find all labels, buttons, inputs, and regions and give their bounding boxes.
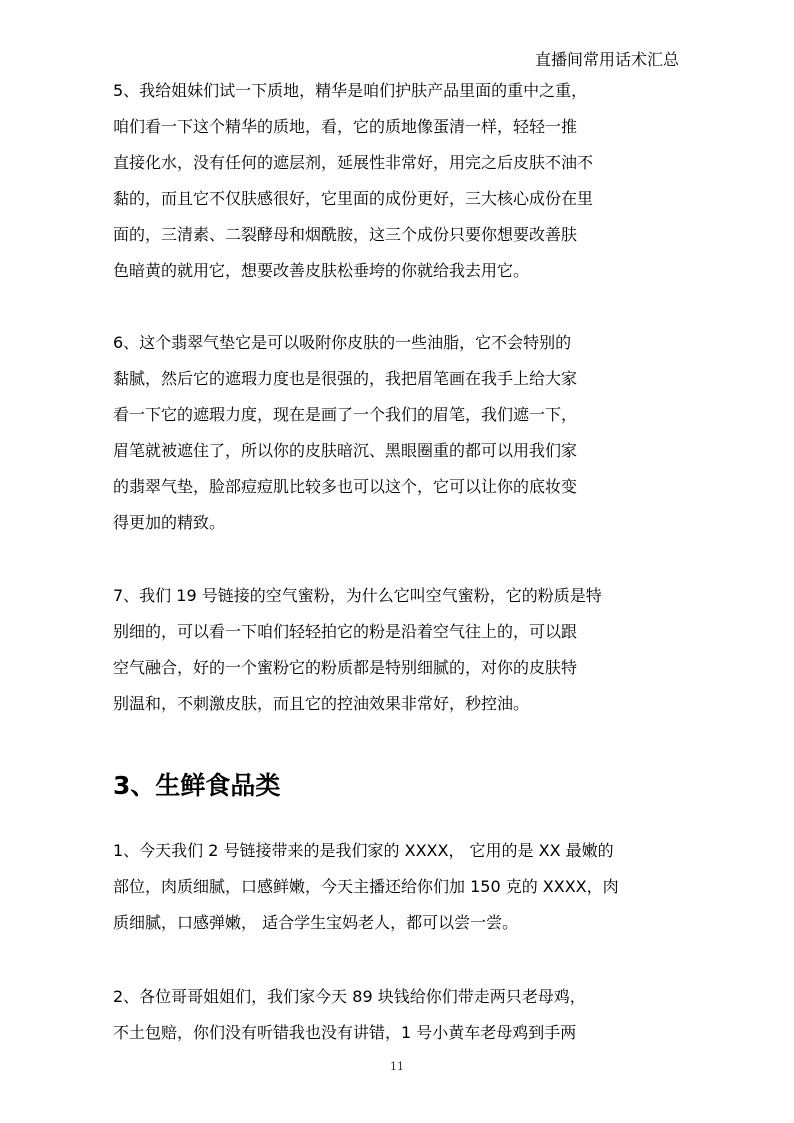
text-line: 黏腻，然后它的遮瑕力度也是很强的，我把眉笔画在我手上给大家	[113, 369, 578, 388]
document-header-title: 直播间常用话术汇总	[534, 50, 679, 69]
text-line: 得更加的精致。	[113, 513, 226, 532]
text-line: 部位，肉质细腻，口感鲜嫩，今天主播还给你们加 150 克的 XXXX，肉	[113, 877, 619, 896]
text-line: 黏的，而且它不仅肤感很好，它里面的成份更好，三大核心成份在里	[113, 189, 594, 208]
text-line: 不土包赔，你们没有听错我也没有讲错，1 号小黄车老母鸡到手两	[113, 1023, 577, 1042]
text-line: 眉笔就被遮住了，所以你的皮肤暗沉、黑眼圈重的都可以用我们家	[113, 441, 578, 460]
paragraph-fresh-item-2	[113, 979, 693, 1051]
text-line: 看一下它的遮瑕力度，现在是画了一个我们的眉笔，我们遮一下，	[113, 405, 578, 424]
text-line: 6、这个翡翠气垫它是可以吸附你皮肤的一些油脂，它不会特别的	[113, 333, 572, 352]
text-line: 2、各位哥哥姐姐们，我们家今天 89 块钱给你们带走两只老母鸡，	[113, 987, 586, 1006]
paragraph-item-6-cushion	[113, 325, 693, 541]
page-number: 11	[390, 1060, 404, 1073]
text-line: 5、我给姐妹们试一下质地，精华是咱们护肤产品里面的重中之重，	[113, 81, 588, 100]
text-line: 别温和，不刺激皮肤，而且它的控油效果非常好，秒控油。	[113, 694, 530, 713]
text-line: 色暗黄的就用它，想要改善皮肤松垂垮的你就给我去用它。	[113, 261, 530, 280]
text-line: 面的，三清素、二裂酵母和烟酰胺，这三个成份只要你想要改善肤	[113, 225, 578, 244]
text-line: 7、我们 19 号链接的空气蜜粉，为什么它叫空气蜜粉，它的粉质是特	[113, 586, 602, 605]
section-heading: 3、生鲜食品类	[113, 771, 281, 800]
text-line: 空气融合，好的一个蜜粉它的粉质都是特别细腻的，对你的皮肤特	[113, 658, 578, 677]
text-line: 1、今天我们 2 号链接带来的是我们家的 XXXX， 它用的是 XX 最嫩的	[113, 841, 614, 860]
text-line: 直接化水，没有任何的遮层剂，延展性非常好，用完之后皮肤不油不	[113, 153, 594, 172]
text-line: 的翡翠气垫，脸部痘痘肌比较多也可以这个，它可以让你的底妆变	[113, 477, 578, 496]
paragraph-item-5-essence	[113, 73, 693, 289]
paragraph-item-7-powder	[113, 578, 693, 722]
text-line: 别细的，可以看一下咱们轻轻拍它的粉是沿着空气往上的，可以跟	[113, 622, 578, 641]
text-line: 质细腻，口感弹嫩， 适合学生宝妈老人，都可以尝一尝。	[113, 913, 519, 932]
paragraph-fresh-item-1	[113, 833, 693, 941]
text-line: 咱们看一下这个精华的质地，看，它的质地像蛋清一样，轻轻一推	[113, 117, 578, 136]
